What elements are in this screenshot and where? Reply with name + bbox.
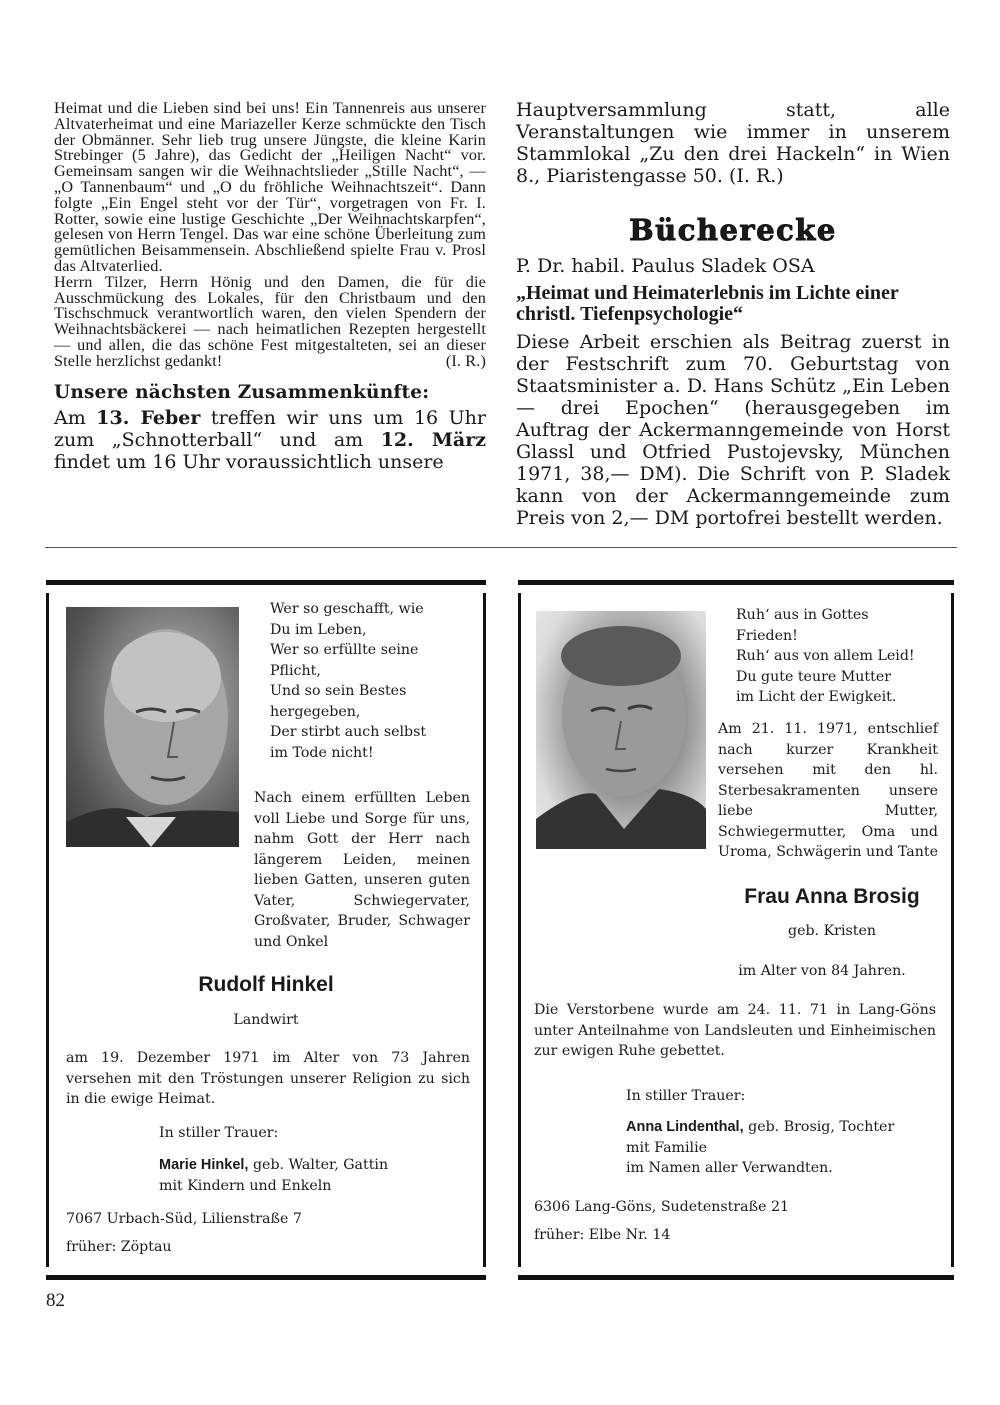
death-notice-text: am 19. Dezember 1971 im Alter von 73 Jahren versehen mit den Tröstungen unserer Religion zu sich in die ewige Heimat. (66, 1050, 470, 1107)
deceased-maiden-name: geb. Kristen (787, 923, 876, 939)
mourners (626, 1117, 936, 1179)
portrait-photo-woman (536, 611, 706, 849)
deceased-name: Rudolf Hinkel (198, 973, 334, 996)
deceased-occupation: Landwirt (233, 1012, 299, 1028)
border-left (518, 593, 521, 1267)
meetings-text-part: findet um 16 Uhr voraussichtlich unsere (54, 450, 444, 473)
former-residence: früher: Elbe Nr. 14 (534, 1227, 671, 1243)
burial-notice-text: Die Verstorbene wurde am 24. 11. 71 in Lang-Göns unter Anteilnahme von Landsleuten und Einheimischen zur ewigen Ruhe gebettet. (534, 1002, 936, 1059)
page-number: 82 (46, 1290, 65, 1311)
mourner-detail: geb. Brosig, Tochter (743, 1119, 895, 1135)
article-right-column (516, 99, 950, 529)
meeting-date-february: 13. Feber (96, 406, 201, 429)
book-author: P. Dr. habil. Paulus Sladek OSA (516, 255, 815, 277)
mourner-relatives: im Namen aller Verwandten. (626, 1160, 833, 1176)
thanks-text: Herrn Tilzer, Herrn Hönig und den Damen, die für die Ausschmückung des Lokales, für den Christbaum und den Tischschmuck verantwortlich waren, den vielen Spendern der Weihnachtsbäckerei — nach heimatlichen Rezepten hergestellt — und allen, die das schöne Fest mitgestalteten, sei an dieser Stelle herzlichst gedankt! (54, 272, 486, 370)
obituary-intro: Nach einem erfüllten Leben voll Liebe und Sorge für uns, nahm Gott der Herr nach längerem Leiden, meinen lieben Gatten, unseren guten Vater, Schwiegervater, Großvater, Bruder, Schwager und Onkel (254, 790, 470, 950)
deceased-name: Frau Anna Brosig (744, 885, 920, 908)
border-left (46, 593, 49, 1267)
book-work-title: „Heimat und Heimaterlebnis im Lichte einer christl. Tiefenpsychologie“ (516, 282, 899, 325)
obituary-rudolf-hinkel (46, 580, 486, 1280)
mourning-label: In stiller Trauer: (626, 1088, 746, 1104)
article-paragraph-thanks (54, 272, 486, 370)
obituary-anna-brosig (518, 580, 954, 1280)
meeting-date-march: 12. März (380, 428, 486, 451)
border-right (951, 593, 954, 1267)
next-meetings-heading: Unsere nächsten Zusammenkünfte: (54, 381, 430, 403)
portrait-photo-man (66, 607, 239, 847)
deceased-age: im Alter von 84 Jahren. (738, 963, 906, 979)
mourner-name: Marie Hinkel, (159, 1157, 249, 1173)
memorial-poem: Ruh‘ aus in Gottes Frieden! Ruh‘ aus von allem Leid! Du gute teure Mutter im Licht der Ewigkeit. (736, 607, 915, 705)
next-meetings-text (54, 407, 486, 473)
address: 7067 Urbach-Süd, Lilienstraße 7 (66, 1211, 302, 1227)
border-right (483, 593, 486, 1267)
mourners (159, 1155, 459, 1196)
meetings-text-part: Am (54, 406, 97, 429)
section-divider (45, 547, 957, 548)
address: 6306 Lang-Göns, Sudetenstraße 21 (534, 1199, 790, 1215)
meetings-text-part: treffen wir uns um 16 Uhr zum „Schnotterball“ und am (54, 406, 487, 451)
mourning-label: In stiller Trauer: (159, 1125, 279, 1141)
book-corner-heading: Bücherecke (629, 213, 837, 247)
article-left-column (54, 101, 486, 473)
mourner-family: mit Familie (626, 1139, 708, 1156)
book-description: Diese Arbeit erschien als Beitrag zuerst in der Festschrift zum 70. Geburtstag von Staatsminister a. D. Hans Schütz „Ein Leben — drei Epochen“ (herausgegeben im Auftrag der Ackermanngemeinde von Horst Glassl und Otfried Pustojevsky, München 1971, 38,— DM). Die Schrift von P. Sladek kann von der Ackermanngemeinde zum Preis von 2,— DM portofrei bestellt werden. (516, 331, 950, 529)
article-signature: (I. R.) (445, 351, 486, 370)
meetings-continued-text: Hauptversammlung statt, alle Veranstaltungen wie immer in unserem Stammlokal „Zu den drei Hackeln“ in Wien 8., Piaristengasse 50. (I. R.) (516, 99, 950, 187)
mourner-name: Anna Lindenthal, (626, 1119, 744, 1135)
memorial-poem: Wer so geschafft, wie Du im Leben, Wer so erfüllte seine Pflicht, Und so sein Bestes hergegeben, Der stirbt auch selbst im Tode nicht! (270, 601, 427, 761)
obituary-intro: Am 21. 11. 1971, entschlief nach kurzer Krankheit versehen mit den hl. Sterbesakramenten unsere liebe Mutter, Schwiegermutter, Oma und Uroma, Schwägerin und Tante (718, 721, 938, 860)
mourner-detail: geb. Walter, Gattin (248, 1157, 389, 1173)
former-residence: früher: Zöptau (66, 1239, 172, 1255)
article-paragraph-christmas: Heimat und die Lieben sind bei uns! Ein Tannenreis aus unserer Altvaterheimat und eine Mariazeller Kerze schmückte den Tisch der Obmänner. Sehr lieb trug unsere Jüngste, die kleine Karin Strebinger (5 Jahre), das Gedicht der „Heiligen Nacht“ vor. Gemeinsam sangen wir die Weihnachtslieder „Stille Nacht“, — „O Tannenbaum“ und „O du fröhliche Weihnachtszeit“. Dann folgte „Ein Engel steht vor der Tür“, vorgetragen von Fr. I. Rotter, sowie eine lustige Geschichte „Der Weihnachtskarpfen“, gelesen von Herrn Tengel. Das war eine schöne Überleitung zum gemütlichen Beisammensein. Abschließend spielte Frau v. Prosl das Altvaterlied. (54, 99, 486, 275)
mourner-family: mit Kindern und Enkeln (159, 1177, 332, 1194)
